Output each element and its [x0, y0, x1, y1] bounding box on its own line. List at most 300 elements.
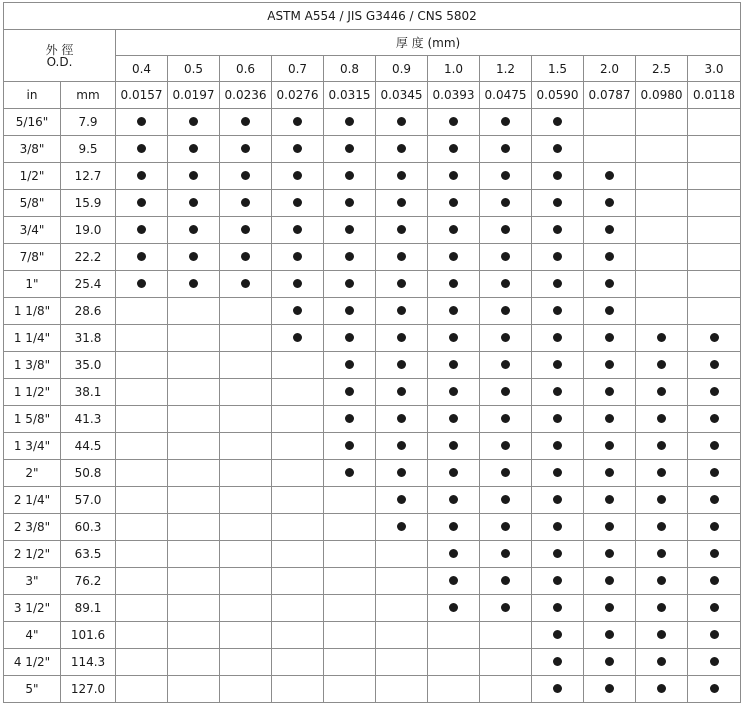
availability-cell	[532, 352, 584, 379]
table-row	[4, 352, 741, 379]
availability-cell	[532, 649, 584, 676]
availability-cell	[636, 298, 688, 325]
availability-cell	[480, 109, 532, 136]
availability-cell	[428, 541, 480, 568]
availability-cell	[584, 487, 636, 514]
available-dot-icon	[657, 441, 666, 450]
availability-cell	[480, 271, 532, 298]
availability-cell	[636, 487, 688, 514]
available-dot-icon	[710, 495, 719, 504]
availability-cell	[688, 190, 741, 217]
available-dot-icon	[710, 360, 719, 369]
availability-cell	[688, 352, 741, 379]
available-dot-icon	[397, 252, 406, 261]
available-dot-icon	[553, 441, 562, 450]
available-dot-icon	[605, 387, 614, 396]
od-mm-cell: 63.5	[61, 541, 116, 568]
availability-cell	[532, 136, 584, 163]
availability-cell	[220, 514, 272, 541]
availability-cell	[116, 190, 168, 217]
availability-cell	[584, 298, 636, 325]
available-dot-icon	[605, 171, 614, 180]
available-dot-icon	[710, 522, 719, 531]
available-dot-icon	[293, 306, 302, 315]
available-dot-icon	[605, 684, 614, 693]
availability-cell	[428, 163, 480, 190]
available-dot-icon	[397, 279, 406, 288]
availability-cell	[116, 487, 168, 514]
available-dot-icon	[345, 360, 354, 369]
availability-cell	[220, 460, 272, 487]
availability-cell	[272, 136, 324, 163]
available-dot-icon	[605, 198, 614, 207]
availability-cell	[480, 487, 532, 514]
thickness-mm-cell: 0.7	[272, 56, 324, 82]
availability-cell	[272, 325, 324, 352]
available-dot-icon	[397, 360, 406, 369]
availability-cell	[376, 217, 428, 244]
available-dot-icon	[501, 252, 510, 261]
table-row	[4, 271, 741, 298]
availability-cell	[220, 325, 272, 352]
available-dot-icon	[501, 468, 510, 477]
availability-cell	[584, 244, 636, 271]
available-dot-icon	[710, 684, 719, 693]
available-dot-icon	[553, 522, 562, 531]
thickness-in-cell: 0.0393	[428, 82, 480, 109]
availability-cell	[376, 190, 428, 217]
availability-cell	[272, 568, 324, 595]
available-dot-icon	[501, 279, 510, 288]
thickness-in-cell: 0.0345	[376, 82, 428, 109]
od-inch-cell: 5/8"	[4, 190, 61, 217]
available-dot-icon	[657, 468, 666, 477]
availability-cell	[324, 541, 376, 568]
available-dot-icon	[241, 225, 250, 234]
availability-cell	[220, 109, 272, 136]
availability-cell	[168, 325, 220, 352]
available-dot-icon	[449, 144, 458, 153]
od-inch-cell: 3/8"	[4, 136, 61, 163]
od-header-english: O.D.	[46, 54, 73, 69]
available-dot-icon	[345, 144, 354, 153]
od-inch-cell: 1 1/4"	[4, 325, 61, 352]
availability-cell	[168, 271, 220, 298]
available-dot-icon	[189, 117, 198, 126]
availability-cell	[116, 568, 168, 595]
available-dot-icon	[449, 468, 458, 477]
available-dot-icon	[137, 117, 146, 126]
available-dot-icon	[553, 387, 562, 396]
availability-cell	[428, 379, 480, 406]
availability-cell	[220, 163, 272, 190]
availability-cell	[168, 595, 220, 622]
od-mm-cell: 76.2	[61, 568, 116, 595]
availability-cell	[220, 595, 272, 622]
availability-cell	[584, 568, 636, 595]
availability-cell	[688, 298, 741, 325]
availability-cell	[532, 190, 584, 217]
availability-cell	[428, 298, 480, 325]
availability-cell	[636, 190, 688, 217]
availability-cell	[168, 244, 220, 271]
availability-cell	[272, 541, 324, 568]
od-mm-cell: 12.7	[61, 163, 116, 190]
thickness-in-cell: 0.0315	[324, 82, 376, 109]
available-dot-icon	[710, 414, 719, 423]
availability-cell	[376, 568, 428, 595]
available-dot-icon	[345, 387, 354, 396]
available-dot-icon	[449, 441, 458, 450]
od-inch-cell: 7/8"	[4, 244, 61, 271]
available-dot-icon	[345, 414, 354, 423]
availability-cell	[428, 514, 480, 541]
availability-cell	[376, 136, 428, 163]
availability-cell	[376, 433, 428, 460]
available-dot-icon	[501, 117, 510, 126]
od-inch-cell: 1 1/2"	[4, 379, 61, 406]
available-dot-icon	[553, 279, 562, 288]
availability-cell	[116, 271, 168, 298]
od-mm-cell: 41.3	[61, 406, 116, 433]
available-dot-icon	[345, 279, 354, 288]
availability-cell	[376, 595, 428, 622]
thickness-in-cell: 0.0118	[688, 82, 741, 109]
table-row	[4, 109, 741, 136]
table-row	[4, 433, 741, 460]
available-dot-icon	[241, 117, 250, 126]
available-dot-icon	[449, 360, 458, 369]
availability-cell	[480, 595, 532, 622]
availability-cell	[636, 568, 688, 595]
availability-cell	[584, 676, 636, 703]
availability-cell	[168, 298, 220, 325]
availability-cell	[584, 325, 636, 352]
available-dot-icon	[553, 117, 562, 126]
available-dot-icon	[293, 144, 302, 153]
available-dot-icon	[605, 522, 614, 531]
availability-cell	[532, 163, 584, 190]
available-dot-icon	[137, 171, 146, 180]
availability-cell	[688, 676, 741, 703]
availability-cell	[480, 406, 532, 433]
availability-cell	[324, 649, 376, 676]
table-row	[4, 244, 741, 271]
thickness-mm-cell: 1.0	[428, 56, 480, 82]
availability-cell	[636, 352, 688, 379]
available-dot-icon	[501, 549, 510, 558]
availability-cell	[688, 433, 741, 460]
availability-cell	[168, 433, 220, 460]
available-dot-icon	[501, 522, 510, 531]
availability-cell	[220, 244, 272, 271]
available-dot-icon	[605, 414, 614, 423]
available-dot-icon	[501, 387, 510, 396]
availability-cell	[532, 109, 584, 136]
availability-cell	[584, 190, 636, 217]
availability-cell	[324, 217, 376, 244]
available-dot-icon	[710, 576, 719, 585]
thickness-header: 厚 度 (mm)	[116, 30, 741, 56]
available-dot-icon	[605, 306, 614, 315]
available-dot-icon	[345, 117, 354, 126]
available-dot-icon	[553, 171, 562, 180]
availability-cell	[376, 163, 428, 190]
availability-cell	[272, 217, 324, 244]
availability-cell	[532, 325, 584, 352]
available-dot-icon	[553, 495, 562, 504]
available-dot-icon	[189, 198, 198, 207]
availability-cell	[584, 541, 636, 568]
availability-cell	[376, 244, 428, 271]
od-mm-cell: 50.8	[61, 460, 116, 487]
available-dot-icon	[605, 468, 614, 477]
available-dot-icon	[553, 576, 562, 585]
available-dot-icon	[293, 333, 302, 342]
available-dot-icon	[657, 549, 666, 558]
availability-cell	[324, 406, 376, 433]
thickness-mm-cell: 0.4	[116, 56, 168, 82]
od-inch-cell: 4 1/2"	[4, 649, 61, 676]
availability-cell	[428, 595, 480, 622]
available-dot-icon	[449, 225, 458, 234]
available-dot-icon	[345, 306, 354, 315]
availability-cell	[532, 406, 584, 433]
available-dot-icon	[189, 279, 198, 288]
unit-header-in: in	[4, 82, 61, 109]
available-dot-icon	[449, 198, 458, 207]
availability-cell	[688, 325, 741, 352]
od-mm-cell: 89.1	[61, 595, 116, 622]
table-row	[4, 406, 741, 433]
availability-cell	[636, 460, 688, 487]
available-dot-icon	[293, 252, 302, 261]
availability-cell	[584, 163, 636, 190]
availability-cell	[636, 325, 688, 352]
available-dot-icon	[710, 333, 719, 342]
availability-cell	[272, 595, 324, 622]
available-dot-icon	[553, 333, 562, 342]
availability-cell	[272, 271, 324, 298]
availability-cell	[636, 271, 688, 298]
availability-cell	[272, 298, 324, 325]
availability-cell	[116, 595, 168, 622]
availability-cell	[688, 136, 741, 163]
available-dot-icon	[345, 441, 354, 450]
availability-cell	[688, 379, 741, 406]
availability-cell	[168, 487, 220, 514]
availability-cell	[532, 433, 584, 460]
available-dot-icon	[605, 603, 614, 612]
availability-cell	[480, 217, 532, 244]
availability-cell	[324, 190, 376, 217]
available-dot-icon	[710, 657, 719, 666]
available-dot-icon	[189, 171, 198, 180]
available-dot-icon	[449, 495, 458, 504]
availability-cell	[480, 244, 532, 271]
availability-cell	[324, 622, 376, 649]
available-dot-icon	[553, 360, 562, 369]
table-row	[4, 514, 741, 541]
availability-cell	[220, 541, 272, 568]
availability-cell	[324, 460, 376, 487]
thickness-mm-cell: 0.6	[220, 56, 272, 82]
availability-cell	[272, 163, 324, 190]
table-row	[4, 649, 741, 676]
available-dot-icon	[345, 225, 354, 234]
available-dot-icon	[345, 468, 354, 477]
availability-cell	[532, 487, 584, 514]
available-dot-icon	[293, 117, 302, 126]
availability-cell	[168, 676, 220, 703]
availability-cell	[428, 325, 480, 352]
od-mm-cell: 7.9	[61, 109, 116, 136]
available-dot-icon	[345, 333, 354, 342]
availability-cell	[168, 568, 220, 595]
available-dot-icon	[137, 225, 146, 234]
available-dot-icon	[397, 225, 406, 234]
od-inch-cell: 3"	[4, 568, 61, 595]
available-dot-icon	[397, 306, 406, 315]
od-inch-cell: 1 3/4"	[4, 433, 61, 460]
availability-cell	[480, 460, 532, 487]
available-dot-icon	[189, 144, 198, 153]
od-inch-cell: 2 1/4"	[4, 487, 61, 514]
availability-cell	[532, 217, 584, 244]
availability-cell	[636, 217, 688, 244]
available-dot-icon	[553, 468, 562, 477]
availability-cell	[272, 109, 324, 136]
availability-cell	[428, 460, 480, 487]
availability-cell	[168, 163, 220, 190]
availability-cell	[220, 379, 272, 406]
available-dot-icon	[657, 414, 666, 423]
available-dot-icon	[397, 441, 406, 450]
availability-cell	[116, 163, 168, 190]
available-dot-icon	[189, 252, 198, 261]
available-dot-icon	[397, 387, 406, 396]
availability-cell	[272, 379, 324, 406]
available-dot-icon	[397, 468, 406, 477]
availability-cell	[584, 514, 636, 541]
table-row	[4, 541, 741, 568]
availability-cell	[272, 676, 324, 703]
available-dot-icon	[553, 414, 562, 423]
available-dot-icon	[501, 603, 510, 612]
availability-cell	[480, 136, 532, 163]
available-dot-icon	[657, 360, 666, 369]
availability-cell	[116, 406, 168, 433]
availability-cell	[532, 244, 584, 271]
availability-cell	[584, 649, 636, 676]
availability-cell	[532, 460, 584, 487]
availability-cell	[636, 136, 688, 163]
availability-cell	[376, 109, 428, 136]
availability-cell	[376, 460, 428, 487]
availability-cell	[272, 487, 324, 514]
availability-cell	[220, 406, 272, 433]
available-dot-icon	[449, 522, 458, 531]
available-dot-icon	[501, 198, 510, 207]
availability-cell	[480, 190, 532, 217]
available-dot-icon	[605, 225, 614, 234]
availability-cell	[168, 514, 220, 541]
availability-cell	[428, 406, 480, 433]
available-dot-icon	[449, 333, 458, 342]
availability-cell	[584, 460, 636, 487]
availability-cell	[168, 136, 220, 163]
availability-cell	[116, 217, 168, 244]
available-dot-icon	[605, 252, 614, 261]
availability-cell	[480, 163, 532, 190]
available-dot-icon	[553, 684, 562, 693]
availability-cell	[168, 541, 220, 568]
available-dot-icon	[449, 117, 458, 126]
availability-cell	[324, 595, 376, 622]
availability-cell	[428, 568, 480, 595]
od-inch-cell: 1 5/8"	[4, 406, 61, 433]
availability-cell	[480, 352, 532, 379]
availability-cell	[116, 244, 168, 271]
availability-cell	[532, 595, 584, 622]
thickness-in-cell: 0.0980	[636, 82, 688, 109]
availability-cell	[220, 649, 272, 676]
availability-cell	[636, 406, 688, 433]
available-dot-icon	[449, 549, 458, 558]
available-dot-icon	[501, 225, 510, 234]
availability-cell	[636, 379, 688, 406]
availability-cell	[636, 676, 688, 703]
availability-cell	[480, 622, 532, 649]
available-dot-icon	[605, 279, 614, 288]
availability-cell	[116, 109, 168, 136]
available-dot-icon	[710, 603, 719, 612]
available-dot-icon	[137, 252, 146, 261]
standards-title: ASTM A554 / JIS G3446 / CNS 5802	[4, 3, 741, 30]
availability-cell	[584, 109, 636, 136]
availability-cell	[220, 136, 272, 163]
availability-cell	[220, 622, 272, 649]
availability-cell	[584, 622, 636, 649]
availability-cell	[376, 622, 428, 649]
available-dot-icon	[189, 225, 198, 234]
availability-cell	[688, 406, 741, 433]
available-dot-icon	[657, 657, 666, 666]
availability-cell	[688, 541, 741, 568]
available-dot-icon	[449, 171, 458, 180]
od-mm-cell: 35.0	[61, 352, 116, 379]
table-row	[4, 379, 741, 406]
od-inch-cell: 5/16"	[4, 109, 61, 136]
od-inch-cell: 1/2"	[4, 163, 61, 190]
availability-cell	[116, 433, 168, 460]
availability-cell	[532, 541, 584, 568]
availability-cell	[116, 298, 168, 325]
availability-cell	[272, 352, 324, 379]
thickness-mm-cell: 0.9	[376, 56, 428, 82]
available-dot-icon	[293, 225, 302, 234]
availability-cell	[584, 406, 636, 433]
available-dot-icon	[657, 576, 666, 585]
availability-cell	[272, 406, 324, 433]
availability-cell	[324, 271, 376, 298]
availability-cell	[636, 433, 688, 460]
availability-cell	[636, 595, 688, 622]
available-dot-icon	[553, 144, 562, 153]
available-dot-icon	[605, 333, 614, 342]
availability-cell	[220, 217, 272, 244]
availability-cell	[688, 163, 741, 190]
